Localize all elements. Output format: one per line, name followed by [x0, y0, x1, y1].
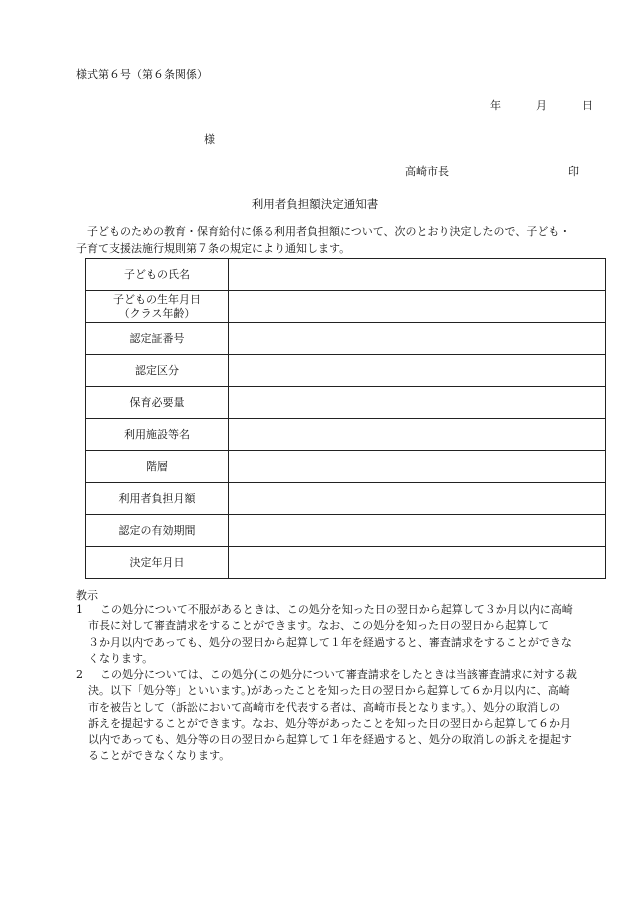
seal-mark: 印 [568, 165, 579, 178]
info-table [85, 258, 606, 579]
notice-number: 1 [76, 603, 83, 616]
issuer-name: 高崎市長 [405, 165, 449, 178]
row-value[interactable] [229, 259, 606, 291]
intro-line-2: 子育て支援法施行規則第７条の規定により通知します。 [76, 242, 351, 255]
notice-line: ることができなくなります。 [88, 749, 231, 763]
row-label: 利用施設等名 [86, 419, 229, 451]
table-row [86, 547, 606, 579]
row-label: 決定年月日 [86, 547, 229, 579]
date-year: 年 [490, 99, 501, 112]
document-title: 利用者負担額決定通知書 [251, 197, 379, 211]
row-label: 認定区分 [86, 355, 229, 387]
row-label: 認定証番号 [86, 323, 229, 355]
row-label-line-1: 子どもの生年月日 [113, 292, 201, 306]
notice-line: くなります。 [88, 651, 154, 665]
table-row [86, 323, 606, 355]
row-value[interactable] [229, 387, 606, 419]
row-value[interactable] [229, 451, 606, 483]
notice-line: 市長に対して審査請求をすることができます。なお、この処分を知った日の翌日から起算して [88, 619, 550, 633]
notice-item-2 [76, 667, 614, 765]
notice-line: 訴えを提起することができます。なお、処分等があったことを知った日の翌日から起算して６か月 [88, 716, 572, 730]
intro-line-1: 子どものための教育・保育給付に係る利用者負担額について、次のとおり決定したので、子ども・ [87, 225, 571, 238]
row-label [86, 291, 229, 323]
table-row [86, 419, 606, 451]
date-month: 月 [536, 99, 547, 112]
notice-line: 決。以下「処分等」といいます。)があったことを知った日の翌日から起算して６か月以内に、高崎 [88, 684, 570, 698]
row-label: 保育必要量 [86, 387, 229, 419]
notice-line: 市を被告として（訴訟において高崎市を代表する者は、高崎市長となります。）、処分の取消しの [88, 700, 561, 714]
notice-text: この処分について不服があるときは、この処分を知った日の翌日から起算して３か月以内に高崎 [100, 603, 573, 616]
row-value[interactable] [229, 419, 606, 451]
table-row [86, 291, 606, 323]
date-line [470, 97, 610, 113]
row-value[interactable] [229, 323, 606, 355]
notice-line [76, 602, 614, 618]
table-row [86, 451, 606, 483]
row-label: 子どもの氏名 [86, 259, 229, 291]
row-value[interactable] [229, 355, 606, 387]
notice-number: 2 [76, 668, 83, 681]
row-value[interactable] [229, 291, 606, 323]
notice-line: 以内であっても、処分等の日の翌日から起算して１年を経過すると、処分の取消しの訴えを提起す [88, 733, 572, 747]
table-row [86, 387, 606, 419]
intro-paragraph [76, 223, 612, 257]
notice-text: この処分については、この処分(この処分について審査請求をしたときは当該審査請求に対する裁 [100, 668, 577, 681]
row-label: 利用者負担月額 [86, 483, 229, 515]
table-row [86, 355, 606, 387]
notice-line: ３か月以内であっても、処分の翌日から起算して１年を経過すると、審査請求をすることができな [88, 635, 572, 649]
table-row [86, 483, 606, 515]
date-day: 日 [582, 99, 593, 112]
row-value[interactable] [229, 547, 606, 579]
row-value[interactable] [229, 515, 606, 547]
row-label: 階層 [86, 451, 229, 483]
notice-line [76, 667, 614, 683]
table-row [86, 259, 606, 291]
row-label-line-2: （クラス年齢） [118, 306, 196, 320]
addressee-suffix: 様 [204, 133, 215, 146]
notice-heading: 教示 [76, 589, 98, 602]
form-number: 様式第６号（第６条関係） [76, 68, 208, 81]
row-value[interactable] [229, 483, 606, 515]
table-row [86, 515, 606, 547]
notice-item-1 [76, 602, 614, 667]
row-label: 認定の有効期間 [86, 515, 229, 547]
